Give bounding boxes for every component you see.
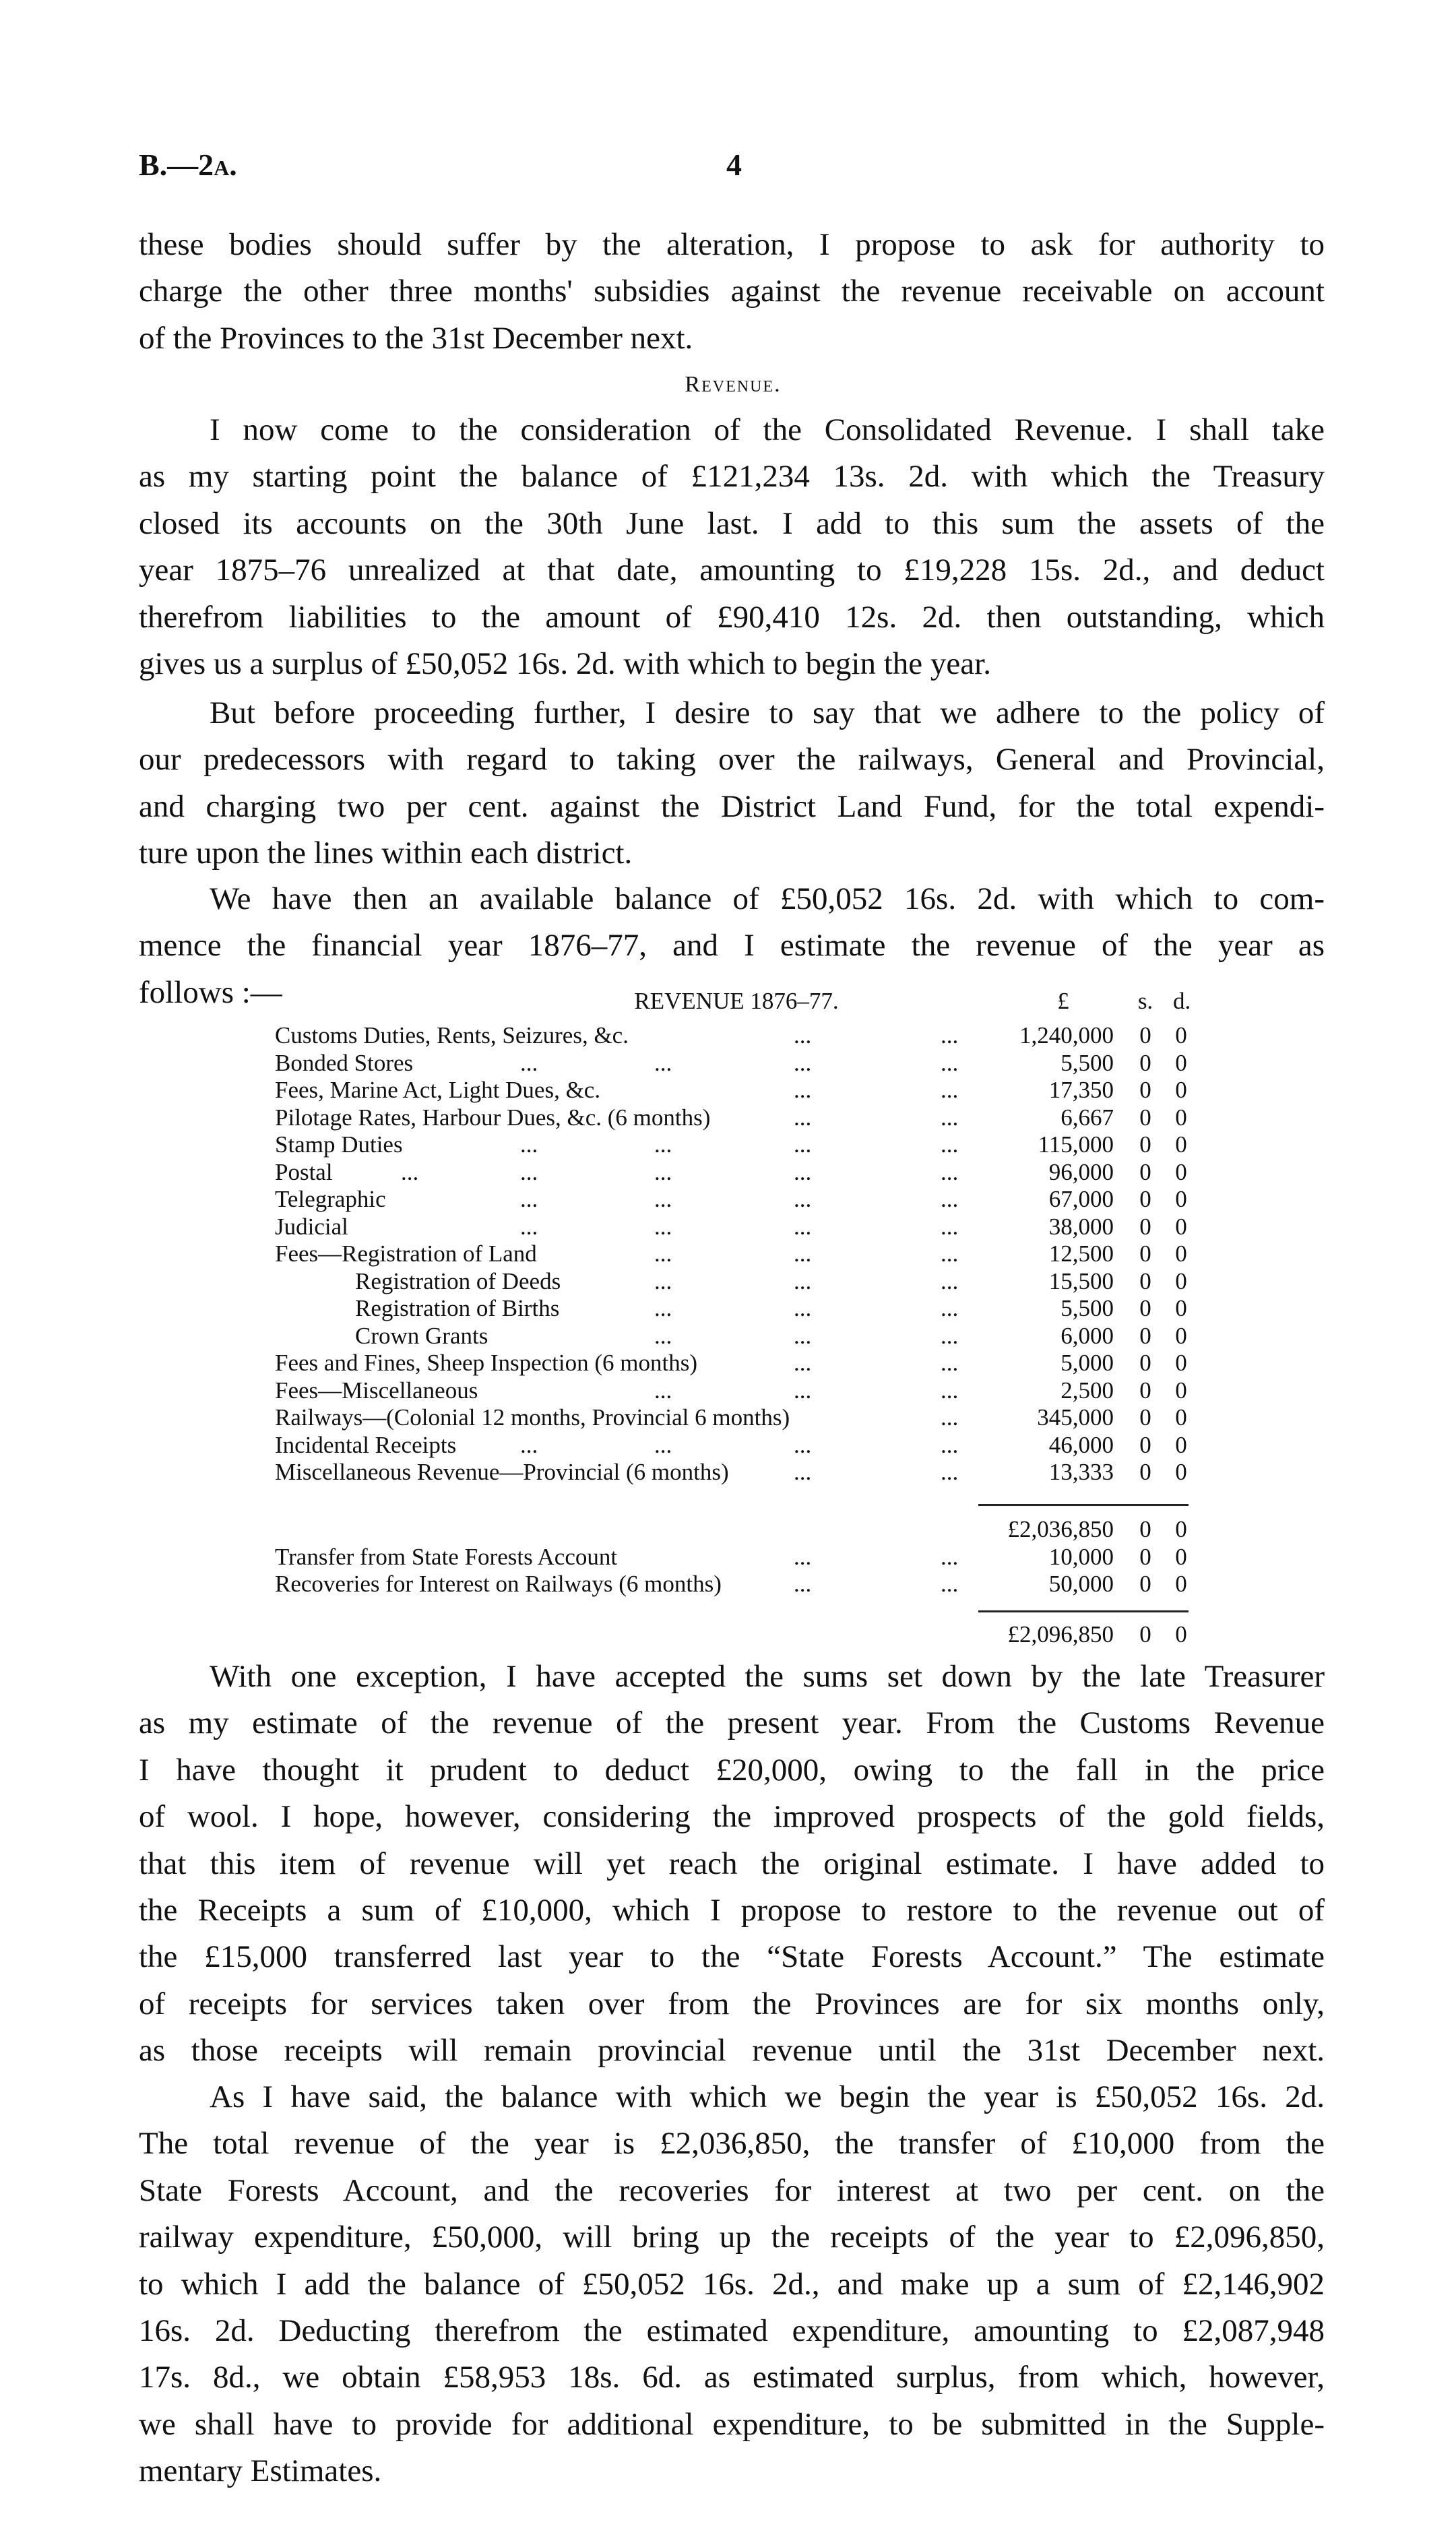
paragraph-line: of wool. I hope, however, considering the improved prospects of the gold fields, [139, 1799, 1325, 1835]
row-amount-pounds: 5,500 [1061, 1049, 1114, 1076]
row-amount-pence: 0 [1175, 1295, 1187, 1321]
row-amount-pence: 0 [1175, 1077, 1187, 1103]
row-amount-shillings: 0 [1139, 1267, 1151, 1294]
dot-leader: ... [654, 1131, 672, 1158]
dot-leader: ... [520, 1158, 538, 1185]
table-row [0, 1159, 1456, 1186]
dot-leader: ... [794, 1077, 812, 1103]
row-amount-pence: 0 [1175, 1544, 1187, 1570]
row-amount-pounds: 10,000 [1048, 1544, 1114, 1570]
paragraph-line: I now come to the consideration of the Consolidated Revenue. I shall take [210, 412, 1325, 447]
row-amount-shillings: 0 [1139, 1049, 1151, 1076]
paragraph-line: follows :— [139, 974, 282, 1010]
dot-leader: ... [794, 1295, 812, 1321]
table-row [0, 1214, 1456, 1240]
dot-leader: ... [794, 1104, 812, 1131]
row-amount-shillings: 0 [1139, 1377, 1151, 1404]
row-amount-shillings: 0 [1139, 1621, 1151, 1647]
row-amount-pounds: 12,500 [1048, 1240, 1114, 1267]
dot-leader: ... [654, 1049, 672, 1076]
dot-leader: ... [654, 1213, 672, 1240]
paragraph-line: closed its accounts on the 30th June last. I add to this sum the assets of the [139, 505, 1325, 541]
dot-leader: ... [794, 1267, 812, 1294]
table-total-row [0, 1621, 1456, 1648]
document-reference [139, 147, 237, 183]
row-amount-pounds: 15,500 [1048, 1267, 1114, 1294]
dot-leader: ... [941, 1459, 959, 1485]
paragraph-line: ture upon the lines within each district. [139, 836, 633, 871]
paragraph-line: mentary Estimates. [139, 2453, 382, 2489]
row-amount-pence: 0 [1175, 1158, 1187, 1185]
paragraph-line: of receipts for services taken over from the Provinces are for six months only, [139, 1986, 1325, 2021]
row-amount-pence: 0 [1175, 1516, 1187, 1542]
row-amount-pence: 0 [1175, 1131, 1187, 1158]
dot-leader: ... [654, 1377, 672, 1404]
paragraph-line: and charging two per cent. against the District Land Fund, for the total expendi- [139, 788, 1325, 824]
row-amount-shillings: 0 [1139, 1131, 1151, 1158]
paragraph [139, 2074, 1325, 2495]
dot-leader: ... [794, 1544, 812, 1570]
paragraph-line: to which I add the balance of £50,052 16s. 2d., and make up a sum of £2,146,902 [139, 2266, 1325, 2302]
dot-leader: ... [794, 1186, 812, 1212]
dot-leader: ... [941, 1049, 959, 1076]
row-amount-pence: 0 [1175, 1186, 1187, 1212]
row-amount-pence: 0 [1175, 1621, 1187, 1647]
paragraph-line: I have thought it prudent to deduct £20,000, owing to the fall in the price [139, 1752, 1325, 1788]
row-amount-shillings: 0 [1139, 1404, 1151, 1430]
row-amount-pence: 0 [1175, 1350, 1187, 1376]
row-label: Railways—(Colonial 12 months, Provincial 6 months) [275, 1404, 790, 1430]
row-amount-pence: 0 [1175, 1022, 1187, 1048]
paragraph [139, 690, 1325, 877]
dot-leader: ... [941, 1404, 959, 1430]
dot-leader: ... [941, 1104, 959, 1131]
column-header-shillings: s. [1137, 988, 1153, 1014]
row-label: Incidental Receipts [275, 1431, 457, 1458]
dot-leader: ... [794, 1350, 812, 1376]
table-row [0, 1050, 1456, 1077]
row-amount-pence: 0 [1175, 1322, 1187, 1349]
row-label: Fees, Marine Act, Light Dues, &c. [275, 1077, 601, 1103]
row-amount-shillings: 0 [1139, 1350, 1151, 1376]
row-amount-shillings: 0 [1139, 1104, 1151, 1131]
dot-leader: ... [941, 1295, 959, 1321]
paragraph-line: But before proceeding further, I desire to say that we adhere to the policy of [210, 695, 1325, 730]
paragraph-line: State Forests Account, and the recoveries for interest at two per cent. on the [139, 2172, 1325, 2208]
paragraph-line: As I have said, the balance with which we begin the year is £50,052 16s. 2d. [210, 2079, 1325, 2114]
paragraph [139, 407, 1325, 687]
dot-leader: ... [941, 1077, 959, 1103]
row-amount-shillings: 0 [1139, 1186, 1151, 1212]
dot-leader: ... [654, 1322, 672, 1349]
dot-leader: ... [794, 1240, 812, 1267]
row-amount-pence: 0 [1175, 1459, 1187, 1485]
paragraph-line: these bodies should suffer by the alteration, I propose to ask for authority to [139, 227, 1325, 262]
row-label: Transfer from State Forests Account [275, 1544, 618, 1570]
dot-leader: ... [941, 1186, 959, 1212]
row-label: Telegraphic [275, 1186, 386, 1212]
table-row [0, 1240, 1456, 1267]
table-row [0, 1459, 1456, 1486]
reference-prefix: B.—2 [139, 148, 214, 182]
dot-leader: ... [654, 1186, 672, 1212]
row-label: Bonded Stores [275, 1049, 414, 1076]
dot-leader: ... [794, 1377, 812, 1404]
dot-leader: ... [941, 1322, 959, 1349]
row-amount-pounds: 96,000 [1048, 1158, 1114, 1185]
table-row [0, 1404, 1456, 1431]
dot-leader: ... [794, 1049, 812, 1076]
paragraph-line: With one exception, I have accepted the sums set down by the late Treasurer [210, 1659, 1325, 1694]
paragraph-line: that this item of revenue will yet reach the original estimate. I have added to [139, 1846, 1325, 1881]
dot-leader: ... [941, 1240, 959, 1267]
row-amount-pounds: 1,240,000 [1019, 1022, 1114, 1048]
dot-leader: ... [941, 1213, 959, 1240]
row-amount-shillings: 0 [1139, 1431, 1151, 1458]
dot-leader: ... [654, 1158, 672, 1185]
paragraph [139, 222, 1325, 362]
row-label: Customs Duties, Rents, Seizures, &c. [275, 1022, 629, 1048]
row-label: Crown Grants [355, 1322, 488, 1349]
row-amount-pounds: £2,096,850 [1007, 1621, 1114, 1647]
row-amount-pounds: £2,036,850 [1007, 1516, 1114, 1542]
row-label: Recoveries for Interest on Railways (6 months) [275, 1570, 722, 1597]
dot-leader: ... [794, 1158, 812, 1185]
row-amount-pence: 0 [1175, 1104, 1187, 1131]
paragraph-line: We have then an available balance of £50,052 16s. 2d. with which to com- [210, 881, 1325, 916]
row-amount-shillings: 0 [1139, 1322, 1151, 1349]
column-header-pounds: £ [1057, 988, 1069, 1014]
row-label: Miscellaneous Revenue—Provincial (6 months) [275, 1459, 729, 1485]
dot-leader: ... [654, 1431, 672, 1458]
row-label: Stamp Duties [275, 1131, 403, 1158]
section-heading-revenue: Revenue. [685, 372, 782, 397]
dot-leader: ... [654, 1295, 672, 1321]
paragraph-line: as my starting point the balance of £121,234 13s. 2d. with which the Treasury [139, 459, 1325, 495]
row-amount-shillings: 0 [1139, 1158, 1151, 1185]
row-amount-pounds: 5,000 [1061, 1350, 1114, 1376]
table-total-row [0, 1516, 1456, 1543]
table-row [0, 1544, 1456, 1571]
dot-leader: ... [520, 1431, 538, 1458]
dot-leader: ... [794, 1213, 812, 1240]
table-row [0, 1295, 1456, 1322]
row-amount-pence: 0 [1175, 1267, 1187, 1294]
row-label: Pilotage Rates, Harbour Dues, &c. (6 months) [275, 1104, 711, 1131]
column-header-pence: d. [1173, 988, 1191, 1014]
paragraph-line: 17s. 8d., we obtain £58,953 18s. 6d. as estimated surplus, from which, however, [139, 2360, 1325, 2395]
table-row [0, 1186, 1456, 1213]
dot-leader: ... [941, 1544, 959, 1570]
table-row [0, 1350, 1456, 1377]
table-header-row [0, 988, 1456, 1015]
row-amount-pence: 0 [1175, 1377, 1187, 1404]
row-amount-shillings: 0 [1139, 1022, 1151, 1048]
row-amount-pounds: 50,000 [1048, 1570, 1114, 1597]
row-amount-pounds: 67,000 [1048, 1186, 1114, 1212]
row-amount-pence: 0 [1175, 1570, 1187, 1597]
dot-leader: ... [941, 1131, 959, 1158]
reference-suffix: a. [214, 148, 237, 182]
table-row [0, 1377, 1456, 1404]
paragraph-line: year 1875–76 unrealized at that date, amounting to £19,228 15s. 2d., and deduct [139, 553, 1325, 588]
row-amount-pence: 0 [1175, 1404, 1187, 1430]
row-amount-pounds: 2,500 [1061, 1377, 1114, 1404]
table-row [0, 1104, 1456, 1131]
paragraph-line: the £15,000 transferred last year to the “State Forests Account.” The estimate [139, 1939, 1325, 1975]
row-amount-pence: 0 [1175, 1431, 1187, 1458]
dot-leader: ... [520, 1186, 538, 1212]
dot-leader: ... [401, 1158, 419, 1185]
dot-leader: ... [654, 1240, 672, 1267]
row-label: Registration of Births [355, 1295, 560, 1321]
row-amount-pounds: 17,350 [1048, 1077, 1114, 1103]
paragraph-line: charge the other three months' subsidies against the revenue receivable on account [139, 274, 1325, 309]
paragraph-line: therefrom liabilities to the amount of £90,410 12s. 2d. then outstanding, which [139, 599, 1325, 635]
row-label: Fees and Fines, Sheep Inspection (6 months) [275, 1350, 697, 1376]
row-amount-pounds: 6,667 [1061, 1104, 1114, 1131]
paragraph [139, 1654, 1325, 2075]
table-row [0, 1571, 1456, 1598]
dot-leader: ... [794, 1322, 812, 1349]
dot-leader: ... [941, 1350, 959, 1376]
row-amount-shillings: 0 [1139, 1544, 1151, 1570]
dot-leader: ... [941, 1022, 959, 1048]
row-amount-shillings: 0 [1139, 1516, 1151, 1542]
row-amount-shillings: 0 [1139, 1077, 1151, 1103]
table-title: REVENUE 1876–77. [634, 988, 839, 1014]
dot-leader: ... [941, 1377, 959, 1404]
dot-leader: ... [794, 1431, 812, 1458]
row-label: Registration of Deeds [355, 1267, 561, 1294]
dot-leader: ... [941, 1267, 959, 1294]
dot-leader: ... [794, 1131, 812, 1158]
row-label: Judicial [275, 1213, 348, 1240]
row-amount-pence: 0 [1175, 1049, 1187, 1076]
paragraph-line: as those receipts will remain provincial revenue until the 31st December next. [139, 2033, 1325, 2069]
subtotal-rule [978, 1504, 1189, 1506]
table-row [0, 1323, 1456, 1350]
dot-leader: ... [520, 1131, 538, 1158]
dot-leader: ... [794, 1022, 812, 1048]
dot-leader: ... [941, 1158, 959, 1185]
row-amount-shillings: 0 [1139, 1295, 1151, 1321]
table-row [0, 1131, 1456, 1158]
paragraph-line: our predecessors with regard to taking over the railways, General and Provincial, [139, 742, 1325, 778]
paragraph-line: the Receipts a sum of £10,000, which I propose to restore to the revenue out of [139, 1892, 1325, 1928]
dot-leader: ... [654, 1267, 672, 1294]
paragraph-line: mence the financial year 1876–77, and I estimate the revenue of the year as [139, 928, 1325, 964]
dot-leader: ... [520, 1213, 538, 1240]
dot-leader: ... [520, 1049, 538, 1076]
row-amount-shillings: 0 [1139, 1240, 1151, 1267]
paragraph-line: as my estimate of the revenue of the present year. From the Customs Revenue [139, 1705, 1325, 1741]
row-amount-pounds: 38,000 [1048, 1213, 1114, 1240]
dot-leader: ... [794, 1570, 812, 1597]
total-rule [978, 1610, 1189, 1612]
row-amount-pence: 0 [1175, 1240, 1187, 1267]
row-amount-pence: 0 [1175, 1213, 1187, 1240]
dot-leader: ... [794, 1459, 812, 1485]
table-row [0, 1022, 1456, 1049]
row-amount-pounds: 115,000 [1038, 1131, 1114, 1158]
table-row [0, 1432, 1456, 1459]
table-row [0, 1268, 1456, 1295]
dot-leader: ... [941, 1570, 959, 1597]
row-label: Fees—Registration of Land [275, 1240, 537, 1267]
paragraph-line: we shall have to provide for additional expenditure, to be submitted in the Supple- [139, 2406, 1325, 2442]
dot-leader: ... [941, 1431, 959, 1458]
row-amount-pounds: 345,000 [1037, 1404, 1114, 1430]
paragraph-line: The total revenue of the year is £2,036,850, the transfer of £10,000 from the [139, 2126, 1325, 2162]
paragraph-line: of the Provinces to the 31st December next. [139, 320, 693, 356]
paragraph-line: 16s. 2d. Deducting therefrom the estimated expenditure, amounting to £2,087,948 [139, 2313, 1325, 2348]
page-number: 4 [726, 148, 742, 182]
row-amount-shillings: 0 [1139, 1570, 1151, 1597]
paragraph-line: gives us a surplus of £50,052 16s. 2d. with which to begin the year. [139, 646, 991, 681]
row-label: Postal [275, 1158, 333, 1185]
row-amount-shillings: 0 [1139, 1459, 1151, 1485]
row-amount-pounds: 46,000 [1048, 1431, 1114, 1458]
table-row [0, 1077, 1456, 1104]
row-amount-pounds: 6,000 [1061, 1322, 1114, 1349]
row-amount-shillings: 0 [1139, 1213, 1151, 1240]
paragraph-line: railway expenditure, £50,000, will bring up the receipts of the year to £2,096,850, [139, 2220, 1325, 2255]
row-amount-pounds: 5,500 [1061, 1295, 1114, 1321]
row-label: Fees—Miscellaneous [275, 1377, 478, 1404]
row-amount-pounds: 13,333 [1048, 1459, 1114, 1485]
